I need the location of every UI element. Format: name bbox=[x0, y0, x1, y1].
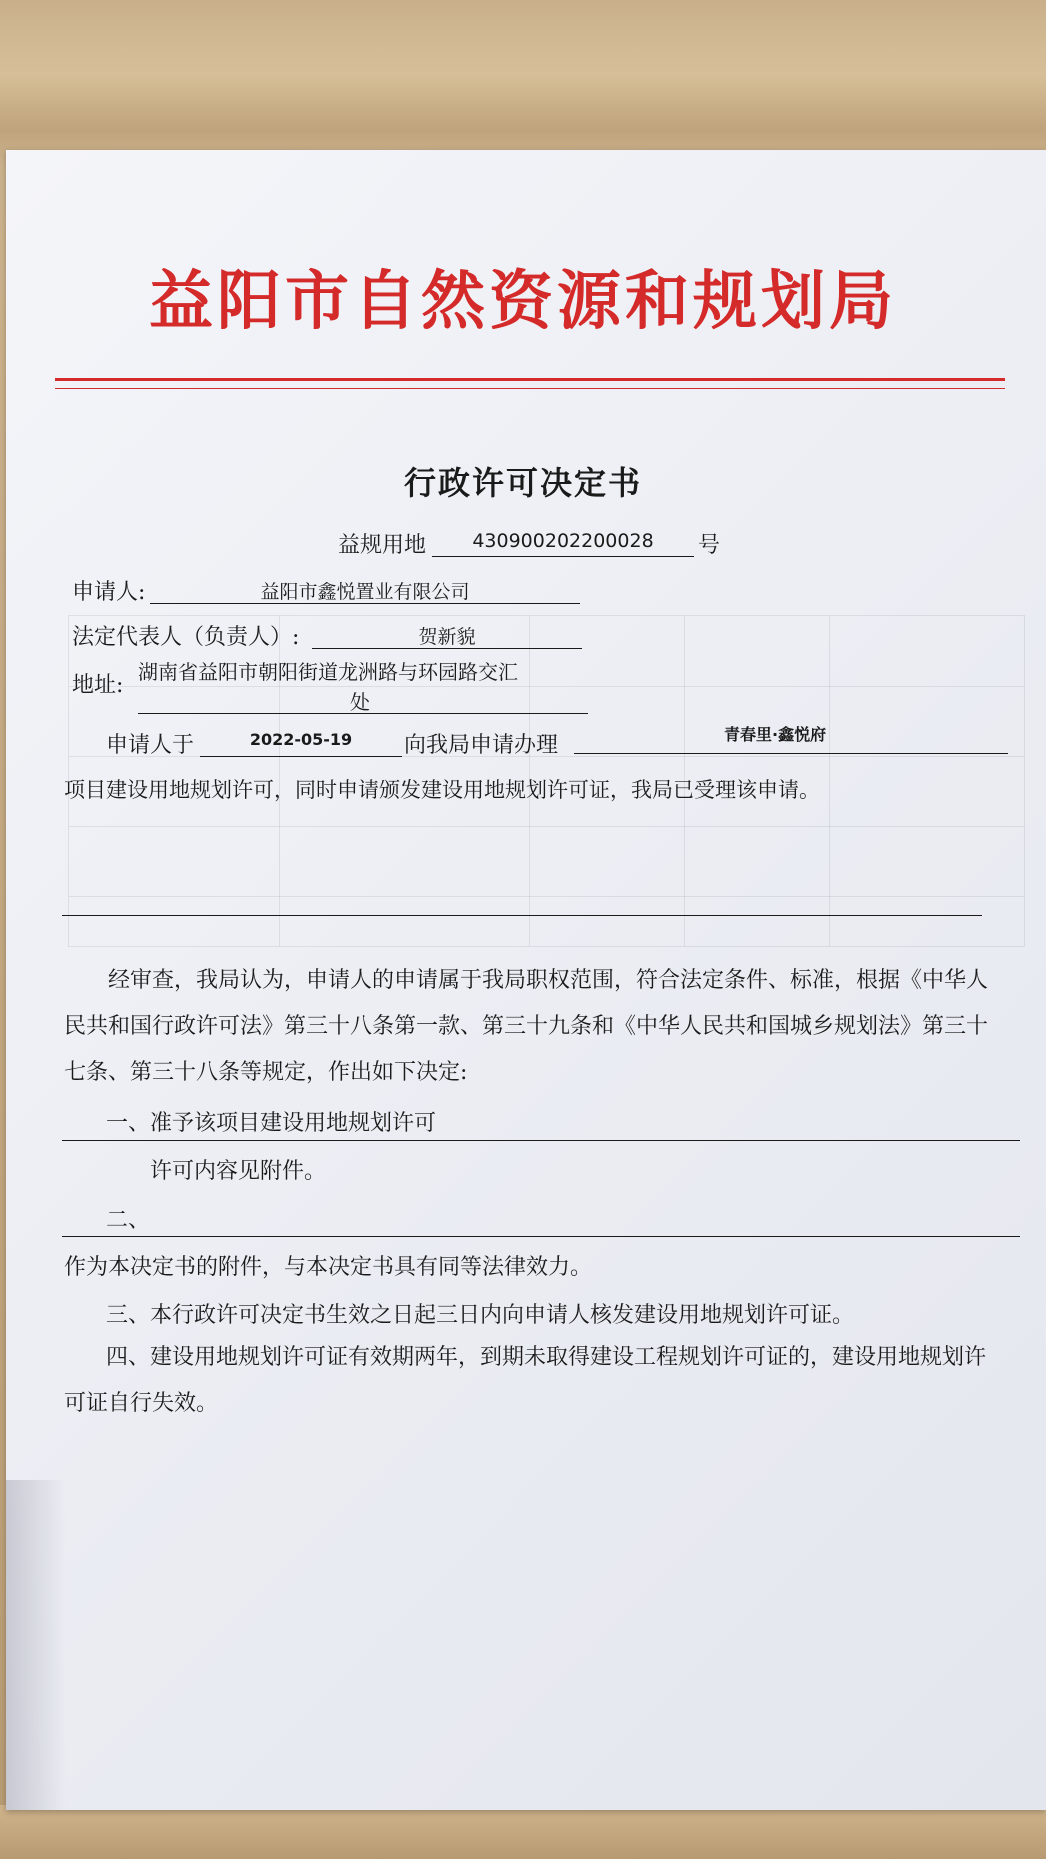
decision-item1-underline bbox=[62, 1140, 1020, 1141]
applicant-label: 申请人: bbox=[72, 580, 146, 605]
photo-shadow bbox=[6, 1480, 66, 1810]
decision-item1: 一、准予该项目建设用地规划许可 bbox=[106, 1111, 437, 1136]
legal-rep-label: 法定代表人（负责人）: bbox=[72, 625, 300, 650]
docnum-suffix: 号 bbox=[698, 533, 721, 558]
decision-item4: 四、建设用地规划许可证有效期两年，到期未取得建设工程规划许可证的，建设用地规划许可证自行失效。 bbox=[64, 1345, 987, 1416]
bureau-name: 益阳市自然资源和规划局 bbox=[149, 265, 897, 339]
decision-item2-underline bbox=[62, 1236, 1020, 1237]
decision-item2: 二、 bbox=[106, 1208, 151, 1233]
blank-line bbox=[62, 915, 982, 916]
docnum-prefix: 益规用地 bbox=[338, 533, 427, 558]
address-underline bbox=[138, 713, 588, 714]
review-paragraph: 经审查，我局认为，申请人的申请属于我局职权范围，符合法定条件、标准，根据《中华人民共和国行政许可法》第三十八条第一款、第三十九条和《中华人民共和国城乡规划法》第三十七条、第三十八条等规定，作出如下决定: bbox=[64, 968, 989, 1085]
docnum-number: 430900202200028 bbox=[432, 530, 694, 557]
application-prefix: 申请人于 bbox=[106, 733, 195, 758]
application-line2: 项目建设用地规划许可，同时申请颁发建设用地规划许可证，我局已受理该申请。 bbox=[64, 778, 820, 802]
document-title: 行政许可决定书 bbox=[403, 464, 642, 502]
address-label: 地址: bbox=[72, 673, 124, 698]
application-project: 青春里·鑫悦府 bbox=[574, 722, 1008, 754]
decision-item1-note: 许可内容见附件。 bbox=[150, 1159, 327, 1184]
application-middle: 向我局申请办理 bbox=[404, 733, 559, 758]
address-line1: 湖南省益阳市朝阳街道龙洲路与环园路交汇 bbox=[138, 660, 518, 684]
attachment-note: 作为本决定书的附件，与本决定书具有同等法律效力。 bbox=[64, 1255, 593, 1280]
decision-item3: 三、本行政许可决定书生效之日起三日内向申请人核发建设用地规划许可证。 bbox=[106, 1303, 855, 1328]
header-red-rule bbox=[55, 378, 1005, 381]
header-red-rule-thin bbox=[55, 388, 1005, 389]
address-line2: 处 bbox=[350, 690, 370, 714]
legal-rep-value: 贺新貌 bbox=[312, 622, 582, 649]
wood-table-bottom bbox=[0, 1805, 1046, 1859]
applicant-value: 益阳市鑫悦置业有限公司 bbox=[150, 577, 580, 604]
application-date: 2022-05-19 bbox=[200, 730, 402, 757]
